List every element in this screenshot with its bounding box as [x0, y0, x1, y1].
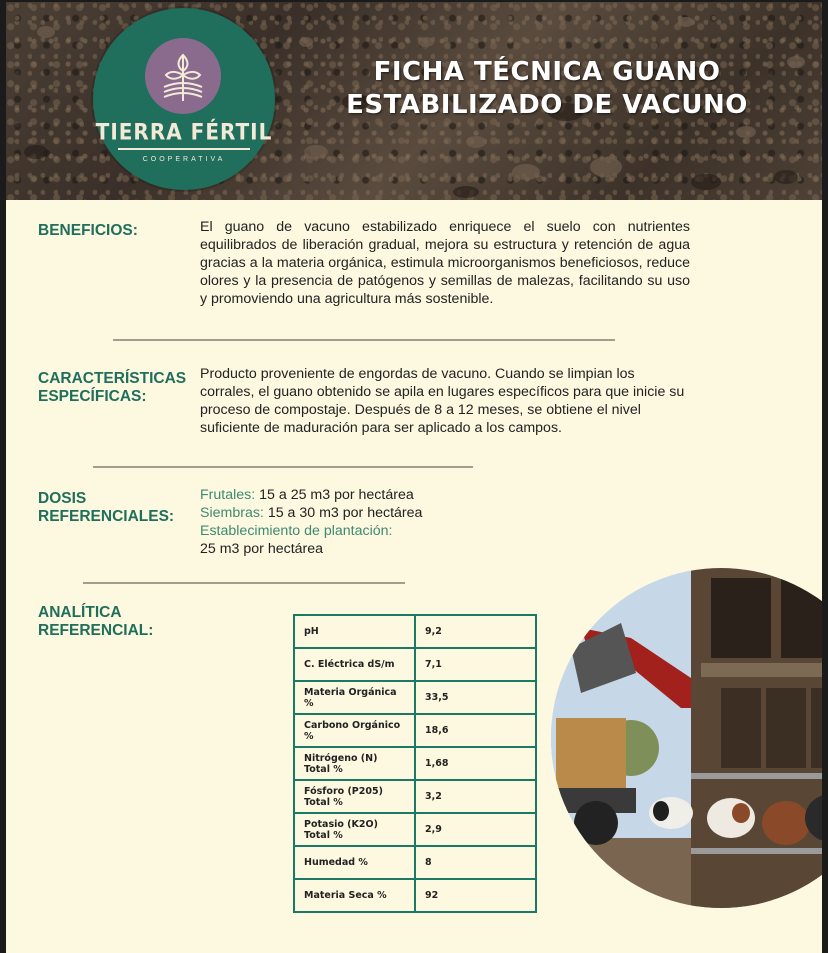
- brand-subtitle: COOPERATIVA: [142, 156, 226, 163]
- value-cell: 1,68: [415, 747, 536, 780]
- table-row: [294, 846, 536, 879]
- value-cell: 7,1: [415, 648, 536, 681]
- dosis-value: 25 m3 por hectárea: [200, 541, 324, 557]
- table-row: [294, 648, 536, 681]
- param-cell: C. Eléctrica dS/m: [294, 648, 415, 681]
- divider: [83, 582, 405, 584]
- value-cell: 18,6: [415, 714, 536, 747]
- caracteristicas-label: [38, 370, 186, 406]
- param-cell: Potasio (K2O) Total %: [294, 813, 415, 846]
- param-cell: pH: [294, 615, 415, 648]
- title-line-2: ESTABILIZADO DE VACUNO: [346, 90, 748, 120]
- dosis-label-line-2: REFERENCIALES:: [38, 508, 175, 525]
- dosis-label: [38, 490, 174, 526]
- param-cell: Materia Seca %: [294, 879, 415, 912]
- soil-header-banner: [6, 2, 822, 200]
- beneficios-label: BENEFICIOS:: [38, 222, 138, 239]
- data-sheet-page: [6, 2, 822, 953]
- dosis-value: 15 a 25 m3 por hectárea: [255, 487, 414, 503]
- param-cell: Nitrógeno (N) Total %: [294, 747, 415, 780]
- table-row: [294, 879, 536, 912]
- cooperative-logo: [93, 8, 275, 190]
- table-row: [294, 615, 536, 648]
- caracteristicas-label-line-1: CARACTERÍSTICAS: [38, 370, 187, 387]
- table-row: [294, 780, 536, 813]
- page-title: [346, 56, 748, 122]
- brand-underline: [118, 148, 250, 150]
- param-cell: Carbono Orgánico %: [294, 714, 415, 747]
- brand-name: TIERRA FÉRTIL: [95, 118, 273, 146]
- value-cell: 2,9: [415, 813, 536, 846]
- value-cell: 3,2: [415, 780, 536, 813]
- farm-illustration: [551, 568, 822, 908]
- divider: [113, 339, 615, 341]
- dosis-item: [200, 504, 690, 522]
- farm-photo: [551, 568, 822, 908]
- analytics-table: [293, 614, 537, 913]
- table-row: [294, 813, 536, 846]
- plant-icon: [158, 47, 208, 105]
- analitica-label-line-1: ANALÍTICA: [38, 604, 122, 621]
- table-row: [294, 747, 536, 780]
- table-row: [294, 681, 536, 714]
- divider: [93, 466, 473, 468]
- value-cell: 33,5: [415, 681, 536, 714]
- table-row: [294, 714, 536, 747]
- dosis-item: [200, 486, 690, 504]
- title-line-1: FICHA TÉCNICA GUANO: [373, 57, 721, 87]
- leaf-emblem: [145, 38, 221, 114]
- caracteristicas-label-line-2: ESPECÍFICAS:: [38, 388, 147, 405]
- value-cell: 9,2: [415, 615, 536, 648]
- param-cell: Materia Orgánica %: [294, 681, 415, 714]
- dosis-value: 15 a 30 m3 por hectárea: [263, 505, 423, 521]
- analitica-label: [38, 604, 153, 640]
- dosis-list: [200, 486, 690, 558]
- dosis-key: Establecimiento de plantación:: [200, 523, 393, 539]
- beneficios-text: El guano de vacuno estabilizado enriquece el suelo con nutrientes equilibrados de liberación gradual, mejora su estructura y retención de agua gracias a la materia orgánica, estimula microorganismos beneficiosos, reduce olores y la presencia de patógenos y semillas de malezas, facilitando su uso y promoviendo una agricultura más sostenible.: [200, 219, 690, 307]
- caracteristicas-text: Producto proveniente de engordas de vacuno. Cuando se limpian los corrales, el guano obtenido se apila en lugares específicos para que inicie su proceso de compostaje. Después de 8 a 12 meses, se obtiene el nivel suficiente de maduración para ser aplicado a los campos.: [200, 366, 685, 436]
- analitica-label-line-2: REFERENCIAL:: [38, 622, 154, 639]
- param-cell: Fósforo (P205) Total %: [294, 780, 415, 813]
- dosis-key: Siembras:: [200, 505, 264, 521]
- dosis-label-line-1: DOSIS: [38, 490, 87, 507]
- value-cell: 92: [415, 879, 536, 912]
- param-cell: Humedad %: [294, 846, 415, 879]
- value-cell: 8: [415, 846, 536, 879]
- dosis-key: Frutales:: [200, 487, 256, 503]
